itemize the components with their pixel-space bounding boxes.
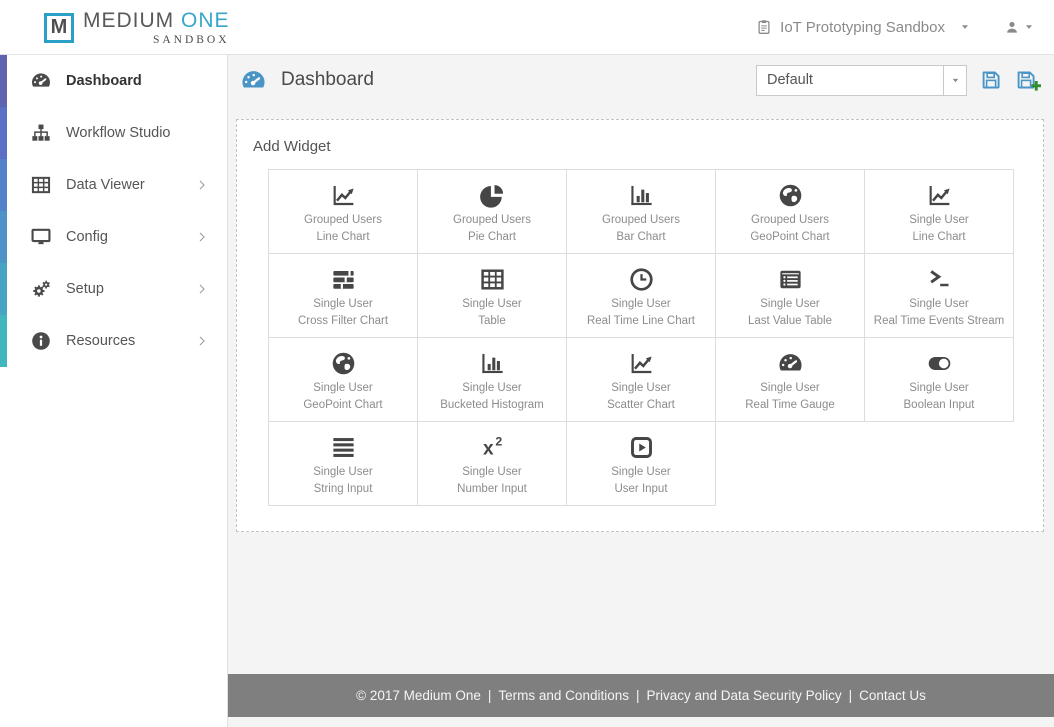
widget-group-label: Single User [313,382,373,394]
widget-type-label: Real Time Line Chart [586,315,696,327]
gauge-icon [716,347,864,380]
widget-group-label: Single User [909,214,969,226]
widget-type-label: Number Input [457,483,527,495]
sidebar-item-config[interactable] [0,211,227,263]
footer-divider: | [635,688,640,703]
sitemap-icon [29,122,53,144]
widget-type-label: String Input [313,483,373,495]
table-icon [29,174,53,196]
line-chart-icon [567,347,715,380]
privacy-link[interactable]: Privacy and Data Security Policy [646,688,842,703]
line-chart-icon [269,179,417,212]
chevron-right-icon [195,282,209,296]
widget-type-label: Pie Chart [468,231,516,243]
sandbox-selector-label: IoT Prototyping Sandbox [780,18,945,36]
page-header [228,55,1054,105]
widget-single-real-time-line-chart[interactable] [567,254,716,338]
sidebar-item-label: Dashboard [66,73,142,89]
sidebar-item-label: Config [66,229,108,245]
globe-icon [269,347,417,380]
dashboard-select[interactable] [756,65,967,96]
nav-color-strip [0,55,7,367]
dashboard-select-value: Default [767,71,813,88]
widget-group-label: Single User [909,382,969,394]
footer-divider: | [487,688,492,703]
widget-group-label: Grouped Users [751,214,829,226]
save-dashboard-as-new-button[interactable] [1015,68,1042,92]
select-caret-icon [951,76,960,85]
widget-type-label: Bucketed Histogram [440,399,544,411]
widget-type-label: Real Time Gauge [745,399,835,411]
sidebar-item-label: Resources [66,333,136,349]
widget-single-table[interactable] [418,254,567,338]
widget-single-scatter-chart[interactable] [567,338,716,422]
save-dashboard-button[interactable] [979,68,1003,92]
widget-single-cross-filter-chart[interactable] [269,254,418,338]
sidebar-item-setup[interactable] [0,263,227,315]
widget-group-label: Single User [760,382,820,394]
copyright-text: © 2017 Medium One [356,688,481,703]
widget-type-label: Line Chart [912,231,966,243]
dashboard-gauge-icon [240,67,267,94]
logo[interactable] [44,9,230,46]
widget-group-label: Single User [462,466,522,478]
sidebar-item-data-viewer[interactable] [0,159,227,211]
caret-down-icon [960,22,970,32]
tasks-icon [269,263,417,296]
terminal-icon [865,263,1013,296]
page-title: Dashboard [281,69,374,90]
widget-group-label: Grouped Users [602,214,680,226]
widget-type-label: Real Time Events Stream [873,315,1005,327]
desktop-icon [29,226,53,248]
user-icon [1004,19,1020,35]
globe-icon [716,179,864,212]
widget-single-bucketed-histogram[interactable] [418,338,567,422]
widget-single-real-time-events-stream[interactable] [865,254,1014,338]
footer [228,674,1054,717]
widget-group-label: Single User [462,382,522,394]
sidebar-item-dashboard[interactable] [0,55,227,107]
widget-single-user-input[interactable] [567,422,716,506]
widget-single-geopoint-chart[interactable] [269,338,418,422]
widget-type-label: Table [478,315,506,327]
clock-icon [567,263,715,296]
contact-link[interactable]: Contact Us [859,688,926,703]
widget-grid [268,169,1014,506]
terms-link[interactable]: Terms and Conditions [498,688,629,703]
widget-type-label: Line Chart [316,231,370,243]
toggle-icon [865,347,1013,380]
chevron-right-icon [195,178,209,192]
footer-divider: | [848,688,853,703]
gauge-icon [29,70,53,92]
brand-name: MEDIUM ONE [83,8,230,32]
sidebar [0,55,228,727]
widget-type-label: GeoPoint Chart [303,399,383,411]
widget-type-label: Bar Chart [616,231,666,243]
sandbox-selector[interactable] [755,18,970,36]
chevron-right-icon [195,334,209,348]
widget-group-label: Single User [313,466,373,478]
widget-single-number-input[interactable] [418,422,567,506]
pie-chart-icon [418,179,566,212]
widget-grouped-geopoint-chart[interactable] [716,170,865,254]
widget-group-label: Single User [611,298,671,310]
widget-grouped-bar-chart[interactable] [567,170,716,254]
logo-mark: M [44,13,74,43]
line-chart-icon [865,179,1013,212]
align-justify-icon [269,431,417,464]
caret-down-icon [1024,22,1034,32]
add-widget-panel [236,119,1044,532]
add-widget-title: Add Widget [253,138,331,155]
widget-group-label: Single User [611,466,671,478]
sidebar-item-resources[interactable] [0,315,227,367]
table-icon [418,263,566,296]
bar-chart-icon [418,347,566,380]
sidebar-item-label: Setup [66,281,104,297]
widget-group-label: Single User [909,298,969,310]
widget-type-label: Cross Filter Chart [297,315,389,327]
widget-single-real-time-gauge[interactable] [716,338,865,422]
brand-subtitle: SANDBOX [152,33,230,46]
widget-single-string-input[interactable] [269,422,418,506]
app-header [0,0,1054,55]
widget-group-label: Single User [462,298,522,310]
widget-grouped-pie-chart[interactable] [418,170,567,254]
clipboard-icon [755,18,773,36]
chevron-right-icon [195,230,209,244]
widget-type-label: User Input [614,483,668,495]
widget-single-last-value-table[interactable] [716,254,865,338]
play-square-icon [567,431,715,464]
svg-text:x: x [482,438,494,460]
widget-type-label: Last Value Table [748,315,832,327]
svg-text:2: 2 [494,434,502,449]
sidebar-item-workflow-studio[interactable] [0,107,227,159]
widget-group-label: Grouped Users [453,214,531,226]
widget-group-label: Single User [760,298,820,310]
widget-type-label: GeoPoint Chart [750,231,830,243]
widget-group-label: Grouped Users [304,214,382,226]
superscript-icon [418,431,566,464]
info-icon [29,330,53,352]
bar-chart-icon [567,179,715,212]
sidebar-item-label: Data Viewer [66,177,145,193]
widget-single-boolean-input[interactable] [865,338,1014,422]
sidebar-item-label: Workflow Studio [66,125,171,141]
widget-type-label: Boolean Input [903,399,975,411]
widget-group-label: Single User [313,298,373,310]
widget-single-line-chart[interactable] [865,170,1014,254]
list-alt-icon [716,263,864,296]
user-menu[interactable] [1004,19,1034,35]
widget-type-label: Scatter Chart [607,399,675,411]
widget-group-label: Single User [611,382,671,394]
widget-grouped-line-chart[interactable] [269,170,418,254]
gears-icon [29,278,53,300]
